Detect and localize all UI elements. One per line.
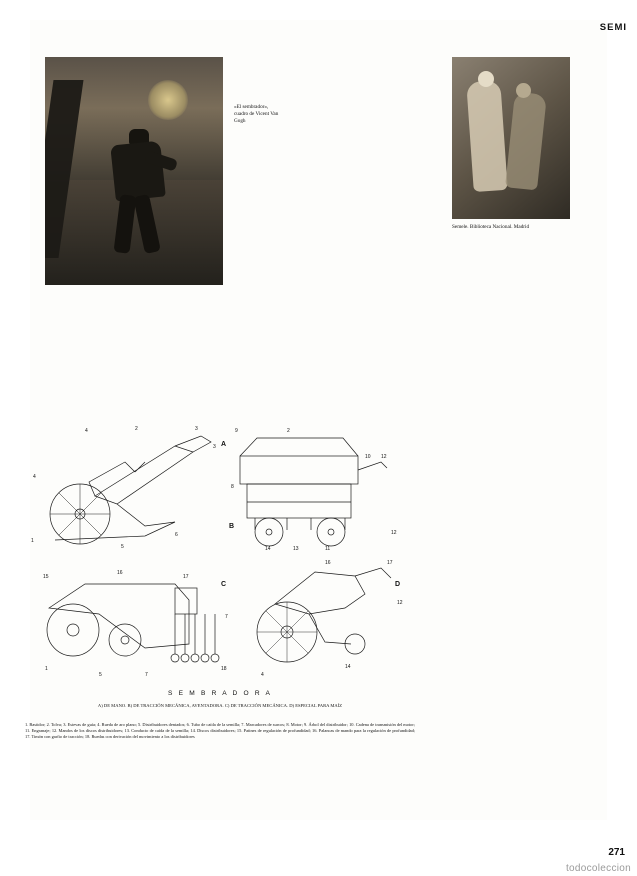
svg-text:17: 17 — [387, 560, 393, 566]
svg-text:18: 18 — [221, 666, 227, 672]
svg-text:2: 2 — [287, 428, 290, 434]
svg-text:12: 12 — [381, 454, 387, 460]
sembradora-svg — [25, 418, 415, 690]
svg-text:3: 3 — [213, 444, 216, 450]
sembradora-diagrams — [25, 418, 415, 690]
svg-text:4: 4 — [85, 428, 88, 434]
svg-text:12: 12 — [391, 530, 397, 536]
svg-text:14: 14 — [265, 546, 271, 552]
svg-text:2: 2 — [135, 426, 138, 432]
page-number: 271 — [608, 847, 625, 858]
svg-text:13: 13 — [293, 546, 299, 552]
svg-text:11: 11 — [325, 546, 331, 552]
semele-caption: Semele. Biblioteca Nacional. Madrid — [452, 224, 530, 230]
painting-sower-figure — [105, 129, 175, 259]
svg-text:16: 16 — [117, 570, 123, 576]
sembradora-title: S E M B R A D O R A — [167, 690, 273, 697]
running-head: SEMI — [599, 22, 627, 33]
svg-text:10: 10 — [365, 454, 371, 460]
watermark: todocoleccion — [565, 863, 631, 874]
svg-text:A: A — [221, 441, 227, 448]
svg-text:6: 6 — [175, 532, 178, 538]
sembradora-subcaptions: A) DE MANO. B) DE TRACCIÓN MECÁNICA, AVENTADORA. C) DE TRACCIÓN MECÁNICA. D) ESPECIAL PARA MAÍZ — [97, 703, 343, 708]
svg-text:9: 9 — [235, 428, 238, 434]
svg-text:C: C — [221, 581, 227, 588]
svg-text:7: 7 — [145, 672, 148, 678]
svg-text:5: 5 — [99, 672, 102, 678]
painting-sun — [148, 80, 188, 120]
svg-text:7: 7 — [225, 614, 228, 620]
svg-text:17: 17 — [183, 574, 189, 580]
svg-text:B: B — [229, 523, 235, 530]
svg-text:14: 14 — [345, 664, 351, 670]
svg-text:4: 4 — [33, 474, 36, 480]
svg-text:3: 3 — [195, 426, 198, 432]
svg-text:8: 8 — [231, 484, 234, 490]
svg-text:1: 1 — [31, 538, 34, 544]
semele-engraving — [452, 57, 570, 219]
svg-text:16: 16 — [325, 560, 331, 566]
sembradora-legend: 1. Bastidor; 2. Tolva; 3. Estevas de guía; 4. Rueda de aro plano; 5. Distribuidores dentados; 6. Tubo de caída de la semilla; 7. Marcadores de surcos; 8. Motor; 9. Árbol del distribuidor; 10. Cadena de transmisión del motor; 11. Engranaje; 12. Mandos de los discos distribuidores; 13. Conducto de caída de la semilla; 14. Discos distribuidores; 15. Patines de regulación de profundidad; 16. Palancas de mando para la regulación de profundidad; 17. Timón con garfio de tracción; 18. Ruedas con derivación del movimiento a los distribuidores — [25, 722, 415, 739]
painting-caption: «El sembrador», cuadro de Vicent Van Gogh — [234, 104, 279, 124]
svg-text:12: 12 — [397, 600, 403, 606]
svg-text:15: 15 — [43, 574, 49, 580]
svg-text:1: 1 — [45, 666, 48, 672]
svg-text:D: D — [395, 581, 401, 588]
el-sembrador-painting — [45, 57, 223, 285]
svg-text:4: 4 — [261, 672, 264, 678]
svg-text:5: 5 — [121, 544, 124, 550]
